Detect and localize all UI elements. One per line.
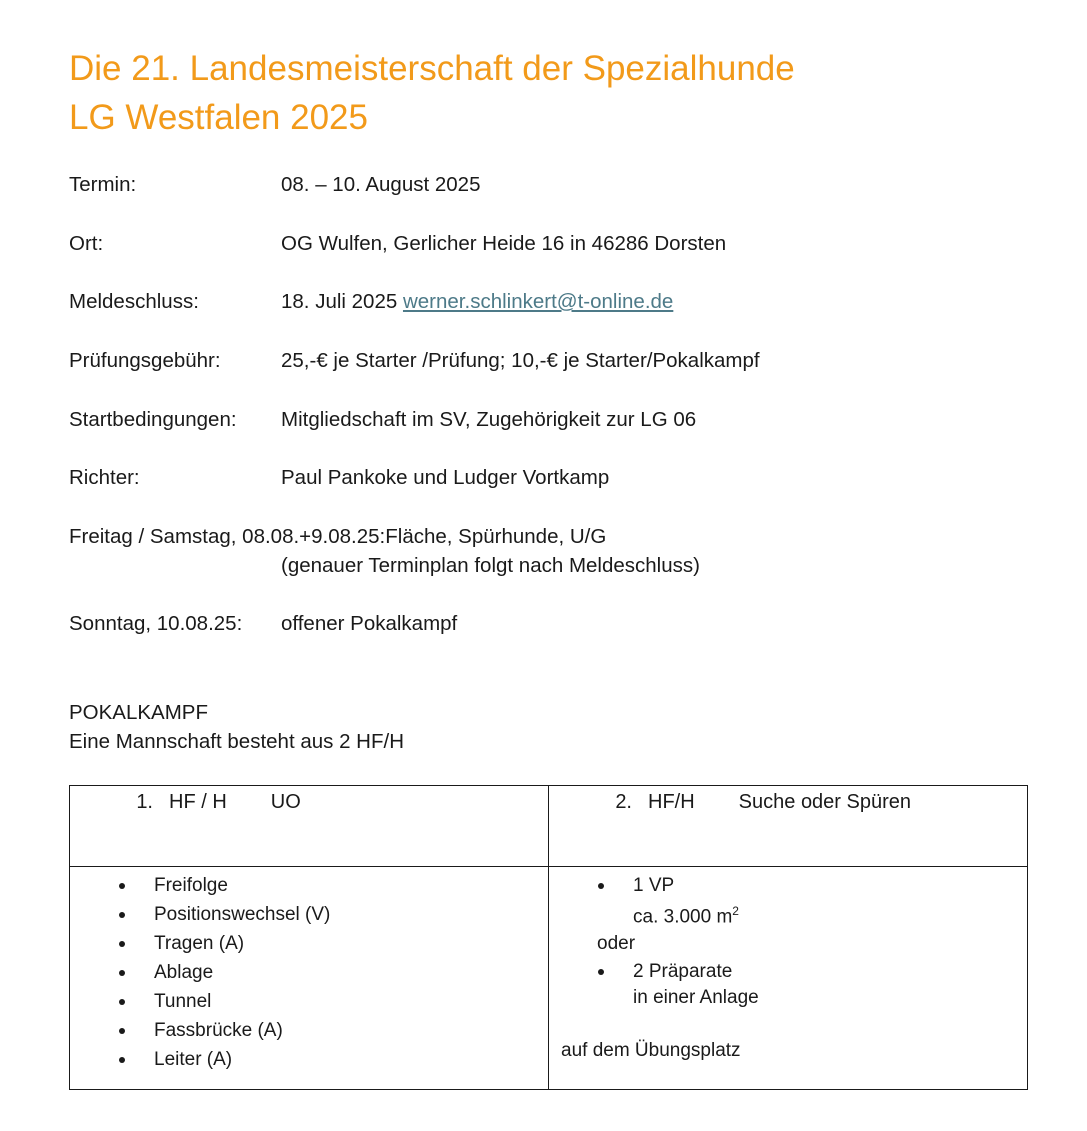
search-list-2	[549, 957, 1027, 986]
col1-number: 1.	[136, 791, 153, 813]
page-title	[69, 44, 795, 142]
freitag-line: Freitag / Samstag, 08.08.+9.08.25:Fläche, Spürhunde, U/G	[69, 525, 607, 548]
oder-text: oder	[597, 933, 636, 955]
pokal-table	[69, 785, 1028, 1090]
place-text: auf dem Übungsplatz	[561, 1040, 741, 1062]
title-line-1: Die 21. Landesmeisterschaft der Spezialhunde	[69, 49, 795, 88]
col2-discipline: Suche oder Spüren	[738, 791, 912, 813]
ort-value: OG Wulfen, Gerlicher Heide 16 in 46286 Dorsten	[281, 232, 727, 255]
list-item: Tunnel	[70, 987, 548, 1016]
list-item: Positionswechsel (V)	[70, 900, 548, 929]
freitag-note: (genauer Terminplan folgt nach Meldeschluss)	[281, 554, 700, 577]
praeparate-note: in einer Anlage	[633, 987, 759, 1009]
area-value: ca. 3.000 m	[633, 906, 733, 928]
col1-discipline: UO	[270, 791, 301, 813]
termin-label: Termin:	[69, 173, 137, 196]
sonntag-label: Sonntag, 10.08.25:	[69, 612, 243, 635]
title-line-2: LG Westfalen 2025	[69, 98, 368, 137]
area-exponent: 2	[732, 904, 739, 918]
termin-value: 08. – 10. August 2025	[281, 173, 481, 196]
body-cell-1	[70, 867, 549, 1090]
list-item: 2 Präparate	[549, 957, 1027, 986]
pokal-heading: POKALKAMPF	[69, 701, 208, 724]
list-item: Leiter (A)	[70, 1045, 548, 1074]
body-cell-2	[549, 867, 1028, 1090]
list-item: Ablage	[70, 958, 548, 987]
table-header-row	[70, 786, 1028, 867]
header-cell-1	[70, 786, 549, 867]
col2-number: 2.	[615, 791, 632, 813]
sonntag-value: offener Pokalkampf	[281, 612, 458, 635]
list-item: Freifolge	[70, 871, 548, 900]
gebuehr-value: 25,-€ je Starter /Prüfung; 10,-€ je Starter/Pokalkampf	[281, 349, 760, 372]
meldeschluss-date: 18. Juli 2025	[281, 290, 398, 313]
list-item: Fassbrücke (A)	[70, 1016, 548, 1045]
start-label: Startbedingungen:	[69, 408, 237, 431]
table-body-row	[70, 867, 1028, 1090]
uo-list	[70, 867, 548, 1074]
start-value: Mitgliedschaft im SV, Zugehörigkeit zur LG 06	[281, 408, 697, 431]
list-item: 1 VP	[549, 871, 1027, 900]
richter-label: Richter:	[69, 466, 140, 489]
col2-hf: HF/H	[648, 791, 695, 813]
meldeschluss-label: Meldeschluss:	[69, 290, 199, 313]
pokal-subheading: Eine Mannschaft besteht aus 2 HF/H	[69, 730, 405, 753]
email-link[interactable]: werner.schlinkert@t-online.de	[402, 290, 674, 313]
meldeschluss-value	[281, 287, 673, 316]
header-cell-2	[549, 786, 1028, 867]
area-note	[549, 898, 1027, 930]
richter-value: Paul Pankoke und Ludger Vortkamp	[281, 466, 610, 489]
search-list-1	[549, 867, 1027, 900]
ort-label: Ort:	[69, 232, 104, 255]
col1-hf: HF / H	[169, 791, 227, 813]
gebuehr-label: Prüfungsgebühr:	[69, 349, 221, 372]
list-item: Tragen (A)	[70, 929, 548, 958]
